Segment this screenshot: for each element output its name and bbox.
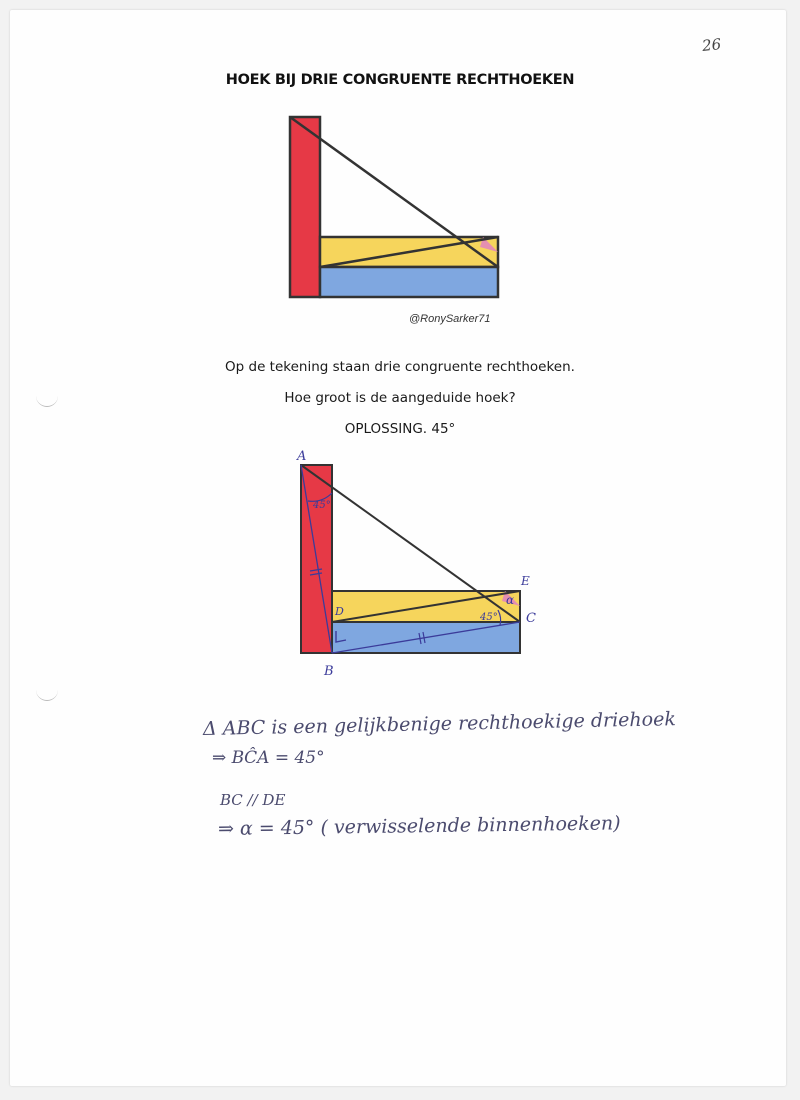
angle-label-c: 45° <box>480 612 498 623</box>
credit-text: @RonySarker71 <box>409 313 491 325</box>
handwritten-line: ⇒ α = 45° ( verwisselende binnenhoeken) <box>217 812 621 840</box>
label-a: A <box>297 449 307 464</box>
angle-label-top: 45° <box>313 500 331 511</box>
page-title: HOEK BIJ DRIE CONGRUENTE RECHTHOEKEN <box>225 72 575 88</box>
label-b: B <box>324 664 334 679</box>
question-text: Op de tekening staan drie congruente rechthoeken. <box>225 359 575 375</box>
red-rectangle <box>290 117 320 297</box>
handwritten-line: BC // DE <box>220 791 286 809</box>
figure-three-rectangles <box>280 110 510 310</box>
solution-text: OPLOSSING. 45° <box>344 421 456 437</box>
alpha-label: α <box>506 593 515 607</box>
figure-solution <box>280 445 560 685</box>
label-c: C <box>526 611 536 626</box>
question-text: Hoe groot is de aangeduide hoek? <box>284 390 516 406</box>
handwritten-line: ⇒ BĈA = 45° <box>212 748 325 768</box>
blue-rectangle <box>320 267 498 297</box>
label-e: E <box>521 574 530 588</box>
handwritten-line: Δ ABC is een gelijkbenige rechthoekige driehoek <box>202 708 677 740</box>
page-number: 26 <box>701 35 722 55</box>
label-d: D <box>335 605 344 618</box>
